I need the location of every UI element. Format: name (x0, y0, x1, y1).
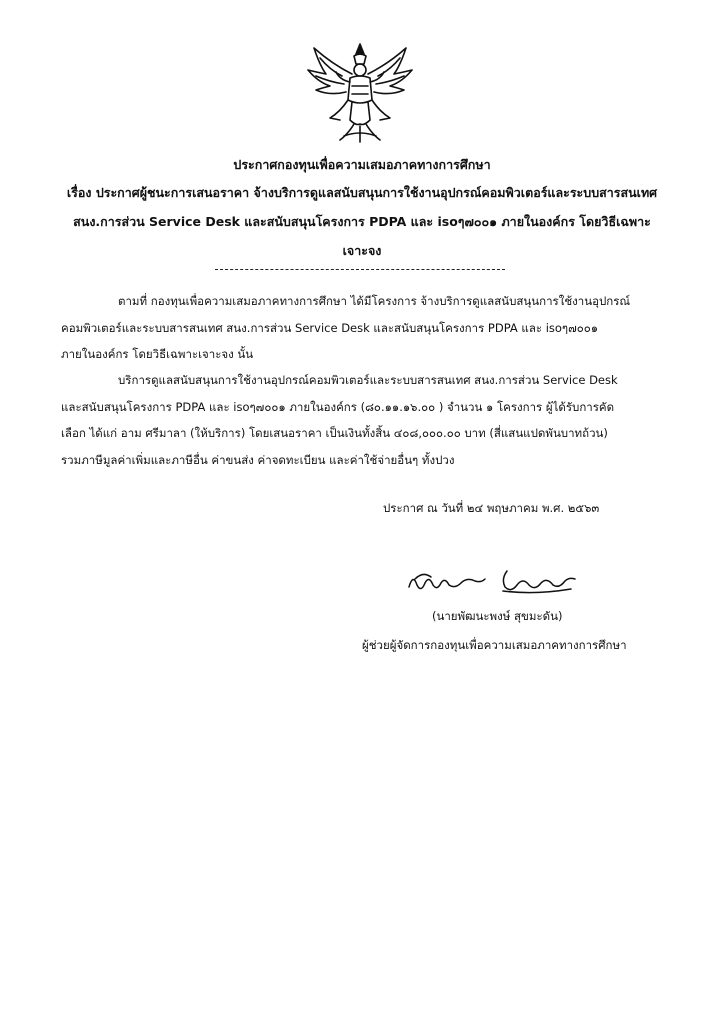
paragraph-2-line-1: บริการดูแลสนับสนุนการใช้งานอุปกรณ์คอมพิวเตอร์และระบบสารสนเทศ สนง.การส่วน Service Desk (118, 373, 618, 387)
subject-line-2: สนง.การส่วน Service Desk และสนับสนุนโครงการ PDPA และ isoๆ๗๐๐๑ ภายในองค์กร โดยวิธีเฉพาะ (73, 214, 651, 229)
paragraph-2-line-3: เลือก ได้แก่ อาม ศรีมาลา (ให้บริการ) โดยเสนอราคา เป็นเงินทั้งสิ้น ๔๐๘,๐๐๐.๐๐ บาท (สี่แสนแปดพันบาทถ้วน) (61, 426, 608, 440)
paragraph-1-line-2: คอมพิวเตอร์และระบบสารสนเทศ สนง.การส่วน Service Desk และสนับสนุนโครงการ PDPA และ isoๆ๗๐๐๑ (61, 321, 599, 335)
separator-line (215, 269, 505, 270)
subject-line-3: เจาะจง (342, 243, 382, 258)
subject-line-1: เรื่อง ประกาศผู้ชนะการเสนอราคา จ้างบริการดูแลสนับสนุนการใช้งานอุปกรณ์คอมพิวเตอร์และระบบสารสนเทศ (66, 185, 658, 200)
signatory-name: (นายพัฒนะพงษ์ สุขมะดัน) (432, 609, 563, 623)
garuda-emblem-icon (300, 40, 420, 145)
paragraph-2-line-2: และสนับสนุนโครงการ PDPA และ isoๆ๗๐๐๑ ภายในองค์กร (๘๐.๑๑.๑๖.๐๐ ) จำนวน ๑ โครงการ ผู้ได้รับการคัด (61, 400, 615, 414)
paragraph-1-line-1: ตามที่ กองทุนเพื่อความเสมอภาคทางการศึกษา ได้มีโครงการ จ้างบริการดูแลสนับสนุนการใช้งานอุปกรณ์ (118, 294, 631, 308)
signatory-position: ผู้ช่วยผู้จัดการกองทุนเพื่อความเสมอภาคทางการศึกษา (362, 638, 627, 652)
paragraph-2-line-4: รวมภาษีมูลค่าเพิ่มและภาษีอื่น ค่าขนส่ง ค่าจดทะเบียน และค่าใช้จ่ายอื่นๆ ทั้งปวง (61, 453, 455, 467)
paragraph-1-line-3: ภายในองค์กร โดยวิธีเฉพาะเจาะจง นั้น (61, 347, 254, 361)
announcement-date: ประกาศ ณ วันที่ ๒๔ พฤษภาคม พ.ศ. ๒๕๖๓ (383, 501, 600, 515)
handwritten-signature (405, 565, 580, 600)
document-title: ประกาศกองทุนเพื่อความเสมอภาคทางการศึกษา (233, 157, 491, 172)
